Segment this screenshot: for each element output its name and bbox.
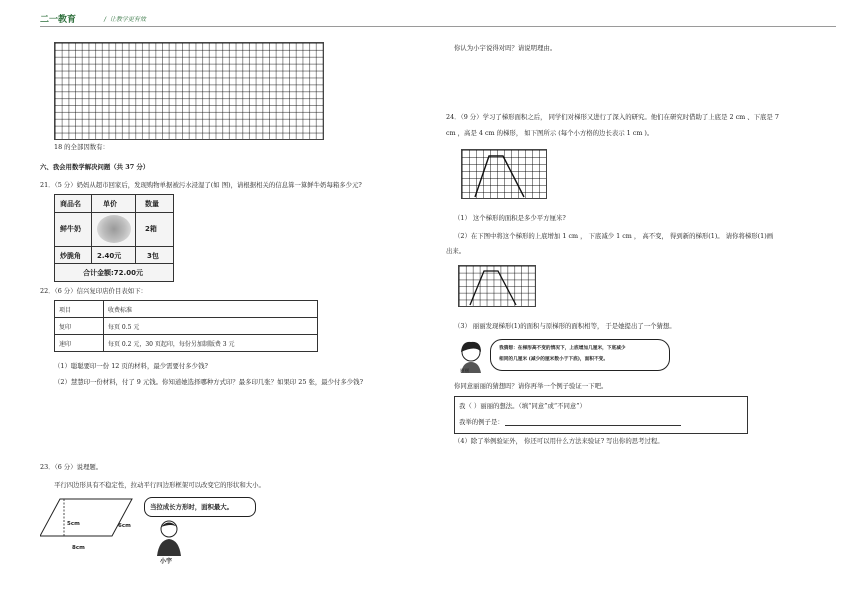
table-cell: 收费标准 [104, 301, 318, 318]
table-cell: 每页 0.2 元，30 页起印，每份另加制版费 3 元 [104, 335, 318, 352]
base-label: 8cm [72, 545, 85, 551]
guess-line1: 我猜想：在梯形高不变的情况下，上底增加几厘米，下底减少 [499, 346, 626, 351]
header-slogan: / 让教学更有效 [104, 16, 146, 23]
table-row [55, 318, 318, 335]
bubble-text: 当拉成长方形时，面积最大。 [150, 503, 234, 511]
q24-line2: cm ，高是 4 cm 的梯形， 如下图所示 (每个小方格的边长表示 1 cm )。 [446, 129, 654, 137]
answer-grid [54, 42, 324, 140]
site-logo: 二一教育 [40, 15, 77, 25]
receipt-image [54, 194, 174, 282]
table-cell: 项目 [55, 301, 104, 318]
receipt-item-snack: 炒脆角 [60, 252, 81, 260]
speech-bubble [144, 497, 256, 517]
table-row [55, 301, 318, 318]
q22-text: 22．（6 分）信兴复印店价目表如下： [40, 287, 147, 295]
height-label: 5cm [67, 521, 80, 527]
receipt-item-milk: 鲜牛奶 [60, 225, 81, 233]
section-6-title: 六、我会用数学解决问题（共 37 分） [40, 163, 150, 171]
price-table [54, 300, 318, 352]
q23-title: 23．（6 分）说理题。 [40, 463, 103, 471]
table-row [55, 335, 318, 352]
guess-bubble [490, 339, 670, 371]
q24-line1: 24．（9 分）学习了梯形面积之后， 同学们对梯形又进行了深入的研究。他们在研究时借助了上底是 2 cm 、下底是 7 [446, 113, 779, 121]
example-blank[interactable] [505, 425, 681, 426]
answer-box-line1: 我（ ）丽丽的想法。（填“同意”或“不同意”） [459, 402, 586, 410]
q24-sub3-question: 你同意丽丽的猜想吗？请你再举一个例子验证一下吧。 [454, 382, 608, 390]
receipt-milk-qty: 2箱 [145, 225, 157, 233]
q24-sub4: （4）除了举例验证外， 你还可以用什么方法来验证? 写出你的思考过程。 [454, 437, 664, 445]
q24-sub3: （3） 丽丽发现梯形(1)的面积与原梯形的面积相等， 于是她提出了一个猜想。 [454, 322, 676, 330]
side-label: 6cm [118, 523, 131, 529]
header-divider [40, 26, 836, 27]
receipt-header-name: 商品名 [60, 200, 81, 208]
table-cell: 每页 0.5 元 [104, 318, 318, 335]
answer-box-line2: 我举的例子是： [459, 418, 504, 426]
trapezoid-original [461, 149, 547, 199]
receipt-header-qty: 数量 [145, 200, 159, 208]
q24-sub2b: 出来。 [446, 247, 466, 255]
q22-sub1: （1）聪聪要印一份 12 页的材料，最少需要付多少钱? [54, 362, 208, 370]
trapezoid-sample [458, 265, 536, 307]
receipt-snack-price: 2.40元 [97, 252, 122, 260]
receipt-snack-qty: 3包 [147, 252, 159, 260]
table-cell: 速印 [55, 335, 104, 352]
q23-question: 你认为小宇说得对吗？请说明理由。 [454, 44, 557, 52]
parallelogram-figure [40, 494, 140, 546]
q23-text: 平行四边形具有不稳定性，拉动平行四边形框架可以改变它的形状和大小。 [54, 481, 265, 489]
water-stain [97, 215, 131, 243]
q24-sub1: （1） 这个梯形的面积是多少平方厘米? [454, 214, 566, 222]
boy-icon [154, 518, 184, 558]
q24-sub2a: （2）在下图中将这个梯形的上底增加 1 cm ， 下底减少 1 cm ， 高不变， 得到新的梯形(1)。 请你将梯形(1)画 [454, 232, 774, 240]
receipt-header-price: 单价 [103, 200, 117, 208]
boy-name: 小宇 [160, 558, 173, 565]
q21-text: 21．（5 分）奶妈从超市回家后，发现购物单据被污水浸湿了(如 图)，请根据相关的信息算一算鲜牛奶每箱多少元? [40, 181, 362, 189]
receipt-total: 合计金额:72.00元 [83, 269, 143, 277]
guess-line2: 相同的几厘米 (减少的厘米数小于下底)，面积不变。 [499, 357, 609, 362]
q18-tail-text: 18 的全部因数有： [54, 143, 109, 151]
answer-box[interactable] [454, 396, 748, 434]
table-cell: 复印 [55, 318, 104, 335]
q22-sub2: （2）慧慧印一份材料，付了 9 元钱。你知道她选择哪种方式印？最多印几张？如果印 25 张，最少付多少钱? [54, 378, 364, 386]
girl-name: 丽丽 [460, 369, 469, 374]
